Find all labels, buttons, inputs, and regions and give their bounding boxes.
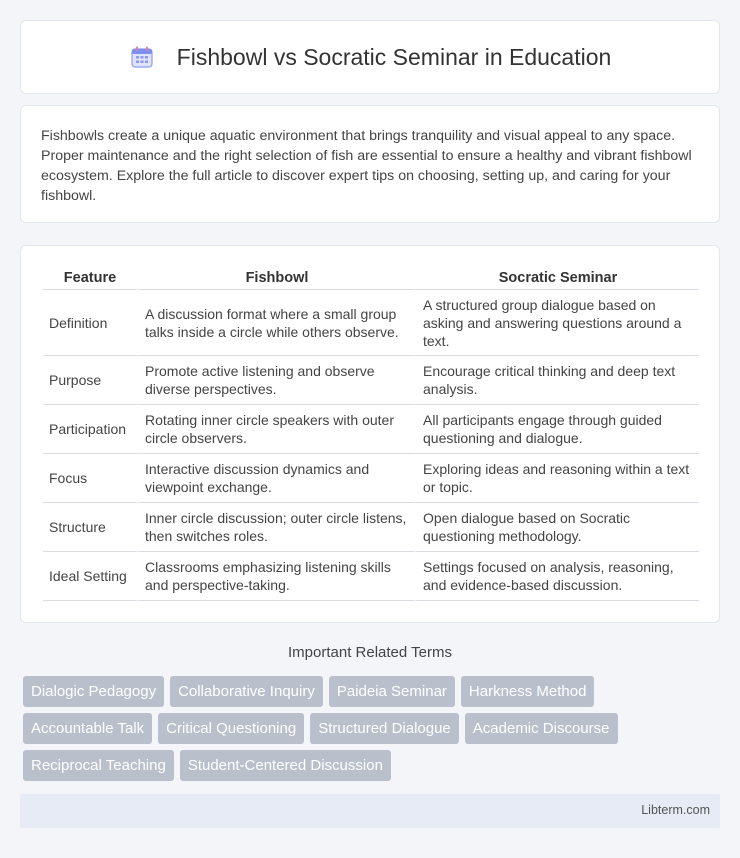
socratic-cell: Settings focused on analysis, reasoning, and evidence-based discussion. xyxy=(415,552,699,601)
calendar-icon xyxy=(129,44,155,70)
related-term-tag[interactable]: Accountable Talk xyxy=(23,713,152,744)
feature-cell: Ideal Setting xyxy=(43,552,137,601)
feature-cell: Focus xyxy=(43,454,137,503)
fishbowl-cell: Rotating inner circle speakers with outer circle observers. xyxy=(137,405,415,454)
feature-cell: Definition xyxy=(43,290,137,356)
related-terms-title: Important Related Terms xyxy=(288,644,452,661)
comparison-table xyxy=(43,266,699,601)
fishbowl-cell: Interactive discussion dynamics and viewpoint exchange. xyxy=(137,454,415,503)
feature-cell: Structure xyxy=(43,503,137,552)
feature-cell: Purpose xyxy=(43,356,137,405)
socratic-cell: Encourage critical thinking and deep text analysis. xyxy=(415,356,699,405)
related-term-tag[interactable]: Collaborative Inquiry xyxy=(170,676,323,707)
socratic-cell: A structured group dialogue based on asking and answering questions around a text. xyxy=(415,290,699,356)
header-feature: Feature xyxy=(43,266,137,290)
table-row xyxy=(43,356,699,405)
related-term-tag[interactable]: Structured Dialogue xyxy=(310,713,459,744)
table-row xyxy=(43,405,699,454)
table-header-row xyxy=(43,266,699,290)
fishbowl-cell: Inner circle discussion; outer circle listens, then switches roles. xyxy=(137,503,415,552)
page-title: Fishbowl vs Socratic Seminar in Education xyxy=(176,43,612,70)
fishbowl-cell: Classrooms emphasizing listening skills and perspective-taking. xyxy=(137,552,415,601)
footer xyxy=(20,794,720,828)
fishbowl-cell: Promote active listening and observe diverse perspectives. xyxy=(137,356,415,405)
related-term-tag[interactable]: Paideia Seminar xyxy=(329,676,455,707)
table-row xyxy=(43,290,699,356)
socratic-cell: Open dialogue based on Socratic questioning methodology. xyxy=(415,503,699,552)
table-row xyxy=(43,454,699,503)
comparison-card xyxy=(20,245,720,623)
table-row xyxy=(43,552,699,601)
related-term-tag[interactable]: Student-Centered Discussion xyxy=(180,750,391,781)
feature-cell: Participation xyxy=(43,405,137,454)
related-term-tag[interactable]: Harkness Method xyxy=(461,676,595,707)
related-term-tag[interactable]: Reciprocal Teaching xyxy=(23,750,174,781)
related-term-tag[interactable]: Dialogic Pedagogy xyxy=(23,676,164,707)
header-fishbowl: Fishbowl xyxy=(137,266,415,290)
table-row xyxy=(43,503,699,552)
intro-card xyxy=(20,105,720,223)
header-card xyxy=(20,20,720,94)
related-term-tag[interactable]: Academic Discourse xyxy=(465,713,618,744)
related-terms-list xyxy=(23,676,723,787)
related-term-tag[interactable]: Critical Questioning xyxy=(158,713,304,744)
socratic-cell: Exploring ideas and reasoning within a text or topic. xyxy=(415,454,699,503)
footer-site-link[interactable]: Libterm.com xyxy=(641,803,710,817)
socratic-cell: All participants engage through guided questioning and dialogue. xyxy=(415,405,699,454)
fishbowl-cell: A discussion format where a small group talks inside a circle while others observe. xyxy=(137,290,415,356)
intro-text: Fishbowls create a unique aquatic environment that brings tranquility and visual appeal to any space. Proper maintenance and the right selection of fish are essential to ensure a healthy and vibrant fishbowl ecosystem. Explore the full article to discover expert tips on choosing, setting up, and caring for your fishbowl. xyxy=(41,128,692,204)
header-socratic-seminar: Socratic Seminar xyxy=(415,266,699,290)
